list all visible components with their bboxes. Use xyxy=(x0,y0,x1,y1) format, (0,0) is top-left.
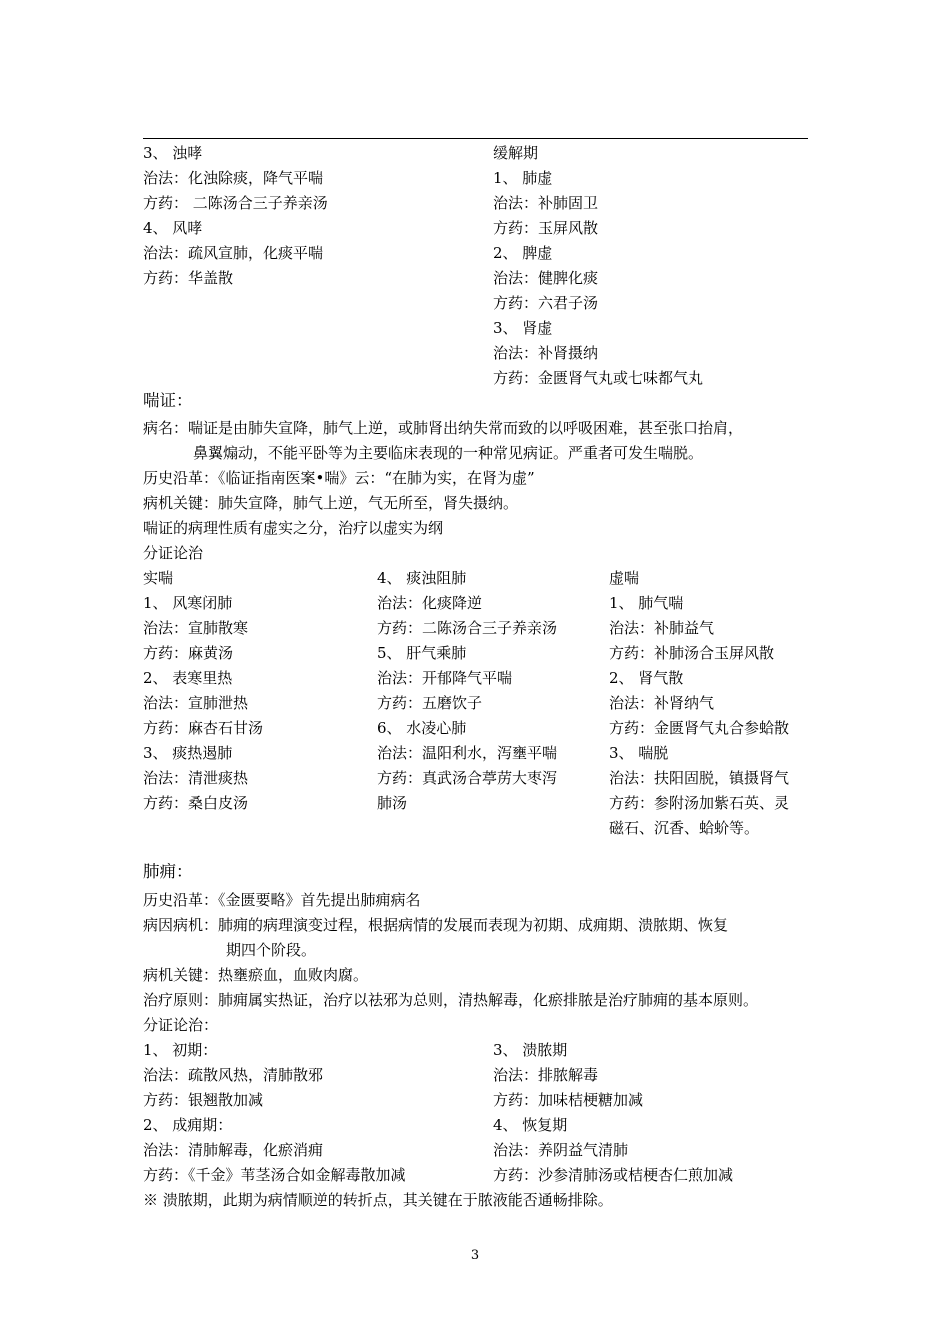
text-line: 治法：宣肺散寒 xyxy=(143,619,249,637)
text-line: 方药：玉屏风散 xyxy=(493,219,599,237)
text-line: 治法：扶阳固脱，镇摄肾气 xyxy=(609,769,790,787)
text-line: 治法：养阴益气清肺 xyxy=(493,1141,629,1159)
note-line: ※ 溃脓期，此期为病情顺逆的转折点，其关键在于脓液能否通畅排除。 xyxy=(143,1191,613,1209)
text-line: 分证论治 xyxy=(143,544,204,562)
text-line: 分证论治： xyxy=(143,1016,219,1034)
text-line: 方药：六君子汤 xyxy=(493,294,599,312)
text-line: 方药：五磨饮子 xyxy=(377,694,483,712)
text-line: 治疗原则：肺痈属实热证，治疗以祛邪为总则，清热解毒，化瘀排脓是治疗肺痈的基本原则。 xyxy=(143,991,759,1009)
text-line: 治法：化痰降逆 xyxy=(377,594,483,612)
text-line: 治法：疏散风热，清肺散邪 xyxy=(143,1066,324,1084)
header-rule xyxy=(143,138,808,139)
text-line: 4、 恢复期 xyxy=(493,1116,568,1134)
text-line: 方药：金匮肾气丸或七味都气丸 xyxy=(493,369,704,387)
text-line: 治法：健脾化痰 xyxy=(493,269,599,287)
text-line: 6、 水凌心肺 xyxy=(377,719,467,737)
text-line: 肺汤 xyxy=(377,794,408,812)
text-line: 1、 初期： xyxy=(143,1041,218,1059)
text-line: 治法：补肾摄纳 xyxy=(493,344,599,362)
text-line: 治法：温阳利水，泻壅平喘 xyxy=(377,744,558,762)
text-line: 治法：补肾纳气 xyxy=(609,694,715,712)
text-line: 1、 风寒闭肺 xyxy=(143,594,233,612)
text-line: 方药： 二陈汤合三子养亲汤 xyxy=(143,194,328,212)
text-line: 4、 痰浊阻肺 xyxy=(377,569,467,587)
text-line: 期四个阶段。 xyxy=(226,941,317,959)
text-line: 方药：沙参清肺汤或桔梗杏仁煎加减 xyxy=(493,1166,734,1184)
text-line: 实喘 xyxy=(143,569,174,587)
text-line: 方药：银翘散加减 xyxy=(143,1091,264,1109)
text-line: 2、 表寒里热 xyxy=(143,669,233,687)
text-line: 磁石、沉香、蛤蚧等。 xyxy=(609,819,760,837)
page-number: 3 xyxy=(470,1248,480,1263)
text-line: 2、 肾气散 xyxy=(609,669,684,687)
text-line: 方药：《千金》苇茎汤合如金解毒散加减 xyxy=(143,1166,406,1184)
text-line: 病机关键：热壅瘀血，血败肉腐。 xyxy=(143,966,369,984)
text-line: 病机关键：肺失宣降，肺气上逆，气无所至，肾失摄纳。 xyxy=(143,494,519,512)
text-line: 方药：补肺汤合玉屏风散 xyxy=(609,644,775,662)
text-line: 喘证的病理性质有虚实之分，治疗以虚实为纲 xyxy=(143,519,444,537)
text-line: 方药：真武汤合葶苈大枣泻 xyxy=(377,769,558,787)
text-line: 方药：参附汤加紫石英、灵 xyxy=(609,794,790,812)
text-line: 1、 肺气喘 xyxy=(609,594,684,612)
text-line: 治法：排脓解毒 xyxy=(493,1066,599,1084)
text-line: 2、 脾虚 xyxy=(493,244,553,262)
text-line: 治法：化浊除痰，降气平喘 xyxy=(143,169,324,187)
section-heading: 肺痈： xyxy=(143,862,193,881)
text-line: 方药：麻黄汤 xyxy=(143,644,234,662)
text-line: 方药：二陈汤合三子养亲汤 xyxy=(377,619,558,637)
text-line: 病名：喘证是由肺失宣降，肺气上逆，或肺肾出纳失常而致的以呼吸困难，甚至张口抬肩， xyxy=(143,419,744,437)
text-line: 2、 成痈期： xyxy=(143,1116,233,1134)
text-line: 3、 肾虚 xyxy=(493,319,553,337)
text-line: 3、 痰热遏肺 xyxy=(143,744,233,762)
text-line: 治法：清肺解毒，化瘀消痈 xyxy=(143,1141,324,1159)
text-line: 治法：宣肺泄热 xyxy=(143,694,249,712)
text-line: 方药：金匮肾气丸合参蛤散 xyxy=(609,719,790,737)
text-line: 治法：开郁降气平喘 xyxy=(377,669,513,687)
section-heading: 喘证： xyxy=(143,391,193,410)
text-line: 方药：华盖散 xyxy=(143,269,234,287)
text-line: 虚喘 xyxy=(609,569,640,587)
text-line: 缓解期 xyxy=(493,144,539,162)
text-line: 方药：麻杏石甘汤 xyxy=(143,719,264,737)
text-line: 鼻翼煽动，不能平卧等为主要临床表现的一种常见病证。严重者可发生喘脱。 xyxy=(193,444,704,462)
text-line: 3、 浊哮 xyxy=(143,144,203,162)
text-line: 1、 肺虚 xyxy=(493,169,553,187)
text-line: 5、 肝气乘肺 xyxy=(377,644,467,662)
text-line: 历史沿革：《临证指南医案•喘》云：“在肺为实，在肾为虚” xyxy=(143,469,535,487)
text-line: 方药：加味桔梗糖加减 xyxy=(493,1091,644,1109)
text-line: 病因病机：肺痈的病理演变过程，根据病情的发展而表现为初期、成痈期、溃脓期、恢复 xyxy=(143,916,729,934)
text-line: 治法：补肺固卫 xyxy=(493,194,599,212)
text-line: 3、 溃脓期 xyxy=(493,1041,568,1059)
text-line: 4、 风哮 xyxy=(143,219,203,237)
text-line: 方药：桑白皮汤 xyxy=(143,794,249,812)
text-line: 3、 喘脱 xyxy=(609,744,669,762)
text-line: 历史沿革：《金匮要略》首先提出肺痈病名 xyxy=(143,891,421,909)
text-line: 治法：清泄痰热 xyxy=(143,769,249,787)
text-line: 治法：疏风宣肺，化痰平喘 xyxy=(143,244,324,262)
text-line: 治法：补肺益气 xyxy=(609,619,715,637)
